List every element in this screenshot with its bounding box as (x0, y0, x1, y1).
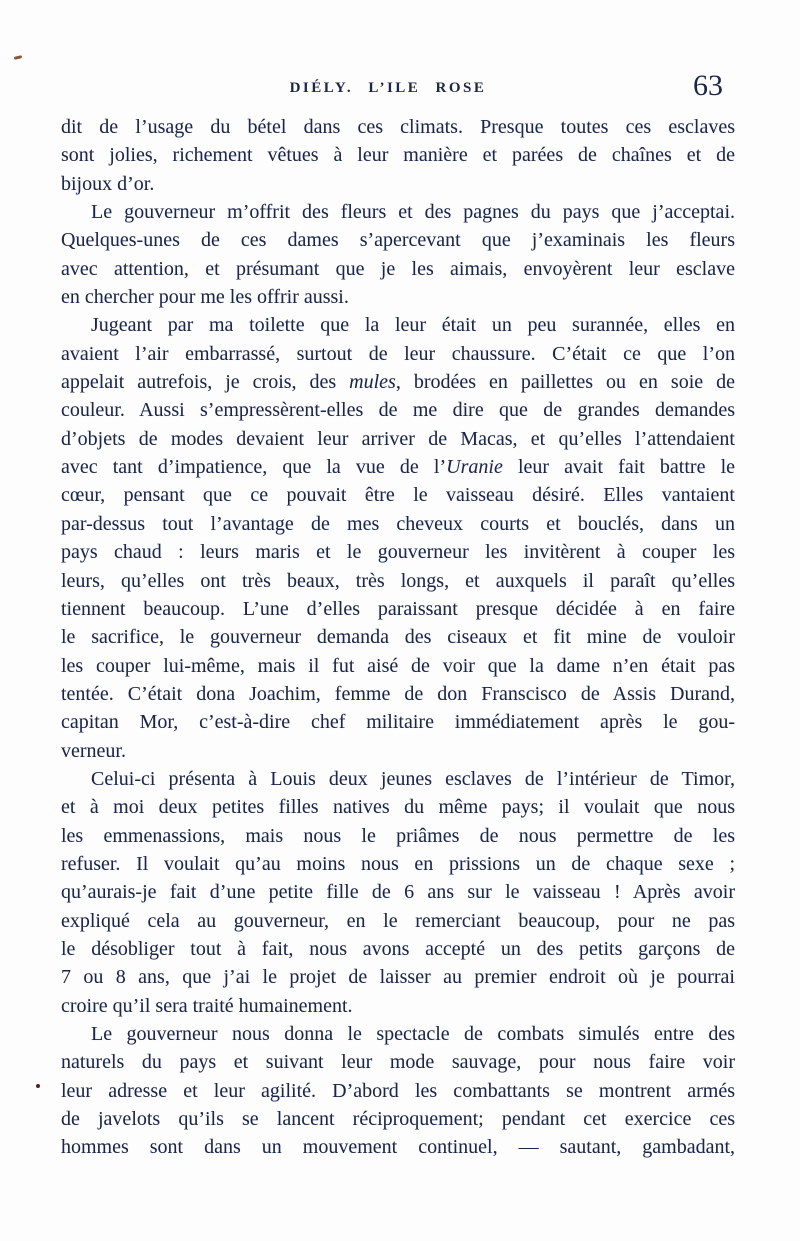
paragraph (61, 311, 735, 765)
text-line: verneur. (61, 739, 126, 762)
text-block (61, 113, 735, 1162)
text-line: croire qu’il sera traité humainement. (61, 994, 353, 1017)
text-line: 7 ou 8 ans, que j’ai le projet de laisser au premier endroit où je pourrai (61, 966, 735, 989)
text-line: tentée. C’était dona Joachim, femme de don Franscisco de Assis Durand, (61, 682, 735, 705)
text-line: couleur. Aussi s’empressèrent-elles de me dire que de grandes demandes (61, 399, 735, 422)
paragraph (61, 198, 735, 311)
page-number: 63 (693, 69, 723, 102)
text-line: Jugeant par ma toilette que la leur était un peu surannée, elles en (91, 314, 735, 337)
text-line: dit de l’usage du bétel dans ces climats. Presque toutes ces esclaves (61, 116, 735, 138)
text-line: et à moi deux petites filles natives du même pays; il voulait que nous (61, 796, 735, 819)
ink-speck-dot (36, 1084, 40, 1088)
text-line: expliqué cela au gouverneur, en le remerciant beaucoup, pour ne pas (61, 909, 735, 932)
paragraph (61, 765, 735, 1020)
text-line: tiennent beaucoup. L’une d’elles paraissant presque décidée à en faire (61, 597, 735, 620)
text-line: cœur, pensant que ce pouvait être le vaisseau désiré. Elles vantaient (61, 484, 735, 507)
running-title: DIÉLY. L’ILE ROSE (289, 80, 487, 96)
text-line: hommes sont dans un mouvement continuel, — sautant, gambadant, (61, 1136, 735, 1159)
text-line: le désobliger tout à fait, nous avons accepté un des petits garçons de (61, 937, 735, 960)
text-line: en chercher pour me les offrir aussi. (61, 286, 349, 309)
text-line: Quelques-unes de ces dames s’apercevant que j’examinais les fleurs (61, 229, 735, 252)
text-line: Celui-ci présenta à Louis deux jeunes esclaves de l’intérieur de Timor, (91, 767, 735, 790)
text-line: les couper lui-même, mais il fut aisé de voir que la dame n’en était pas (61, 654, 735, 677)
text-line: Le gouverneur nous donna le spectacle de combats simulés entre des (91, 1023, 735, 1045)
text-line: sont jolies, richement vêtues à leur manière et parées de chaînes et de (61, 144, 735, 167)
ink-speck-tick (14, 55, 22, 60)
text-line: leur adresse et leur agilité. D’abord les combattants se montrent armés (61, 1079, 735, 1102)
text-line: avaient l’air embarrassé, surtout de leur chaussure. C’était ce que l’on (61, 342, 735, 365)
text-line: les emmenassions, mais nous le priâmes de nous permettre de les (61, 824, 735, 847)
text-line: par-dessus tout l’avantage de mes cheveux courts et bouclés, dans un (61, 512, 735, 535)
text-line: naturels du pays et suivant leur mode sauvage, pour nous faire voir (61, 1051, 735, 1074)
text-line: pays chaud : leurs maris et le gouverneur les invitèrent à couper les (61, 541, 735, 564)
text-line: bijoux d’or. (61, 172, 155, 195)
text-line: refuser. Il voulait qu’au moins nous en prissions un de chaque sexe ; (61, 852, 735, 875)
text-line: avec attention, et présumant que je les aimais, envoyèrent leur esclave (61, 257, 735, 280)
text-line: de javelots qu’ils se lancent réciproquement; pendant cet exercice ces (61, 1108, 735, 1131)
paragraph (61, 113, 735, 198)
text-line: leurs, qu’elles ont très beaux, très longs, et auxquels il paraît qu’elles (61, 569, 735, 592)
text-line: appelait autrefois, je crois, des mules, brodées en paillettes ou en soie de (61, 371, 735, 394)
text-line: Le gouverneur m’offrit des fleurs et des pagnes du pays que j’acceptai. (91, 201, 735, 224)
text-line: le sacrifice, le gouverneur demanda des ciseaux et fit mine de vouloir (61, 626, 735, 649)
text-line: qu’aurais-je fait d’une petite fille de 6 ans sur le vaisseau ! Après avoir (61, 881, 735, 904)
paragraph (61, 1020, 735, 1162)
text-line: avec tant d’impatience, que la vue de l’Uranie leur avait fait battre le (61, 456, 736, 479)
text-line: capitan Mor, c’est-à-dire chef militaire immédiatement après le gou- (61, 711, 735, 734)
text-line: d’objets de modes devaient leur arriver de Macas, et qu’elles l’attendaient (61, 427, 735, 450)
